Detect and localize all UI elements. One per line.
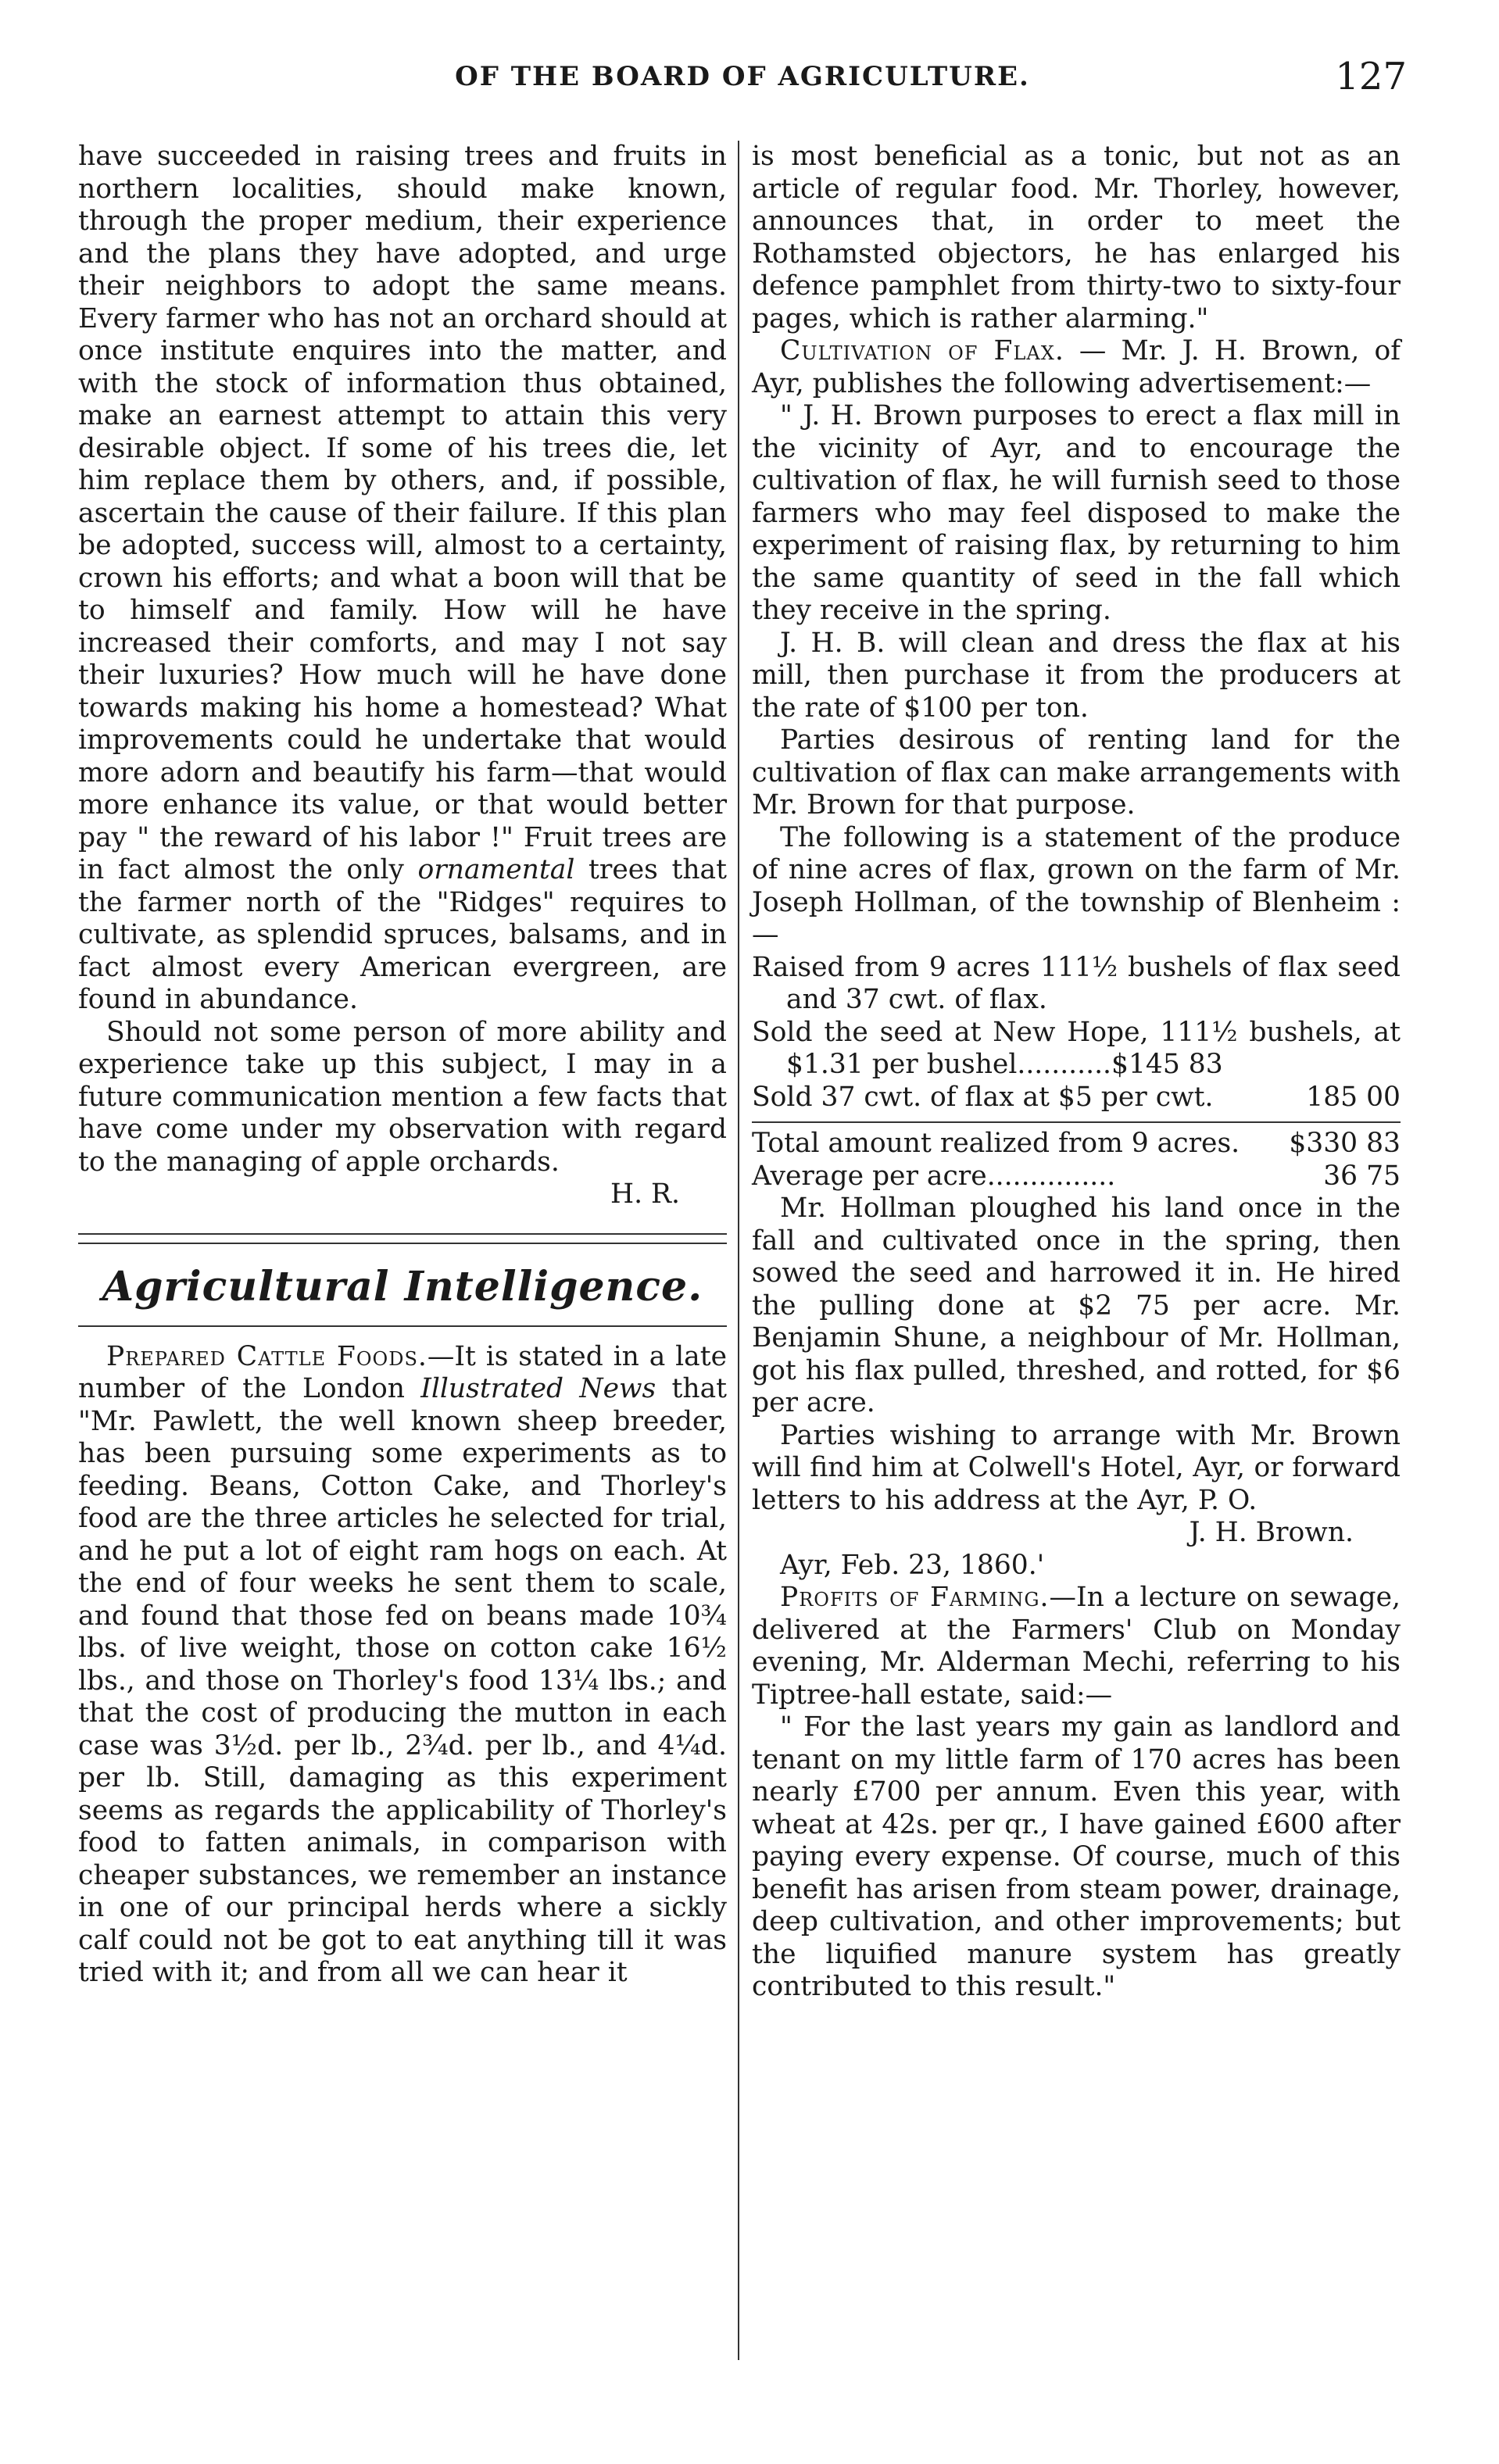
paragraph: Should not some person of more ability and experience take up this subject, I may in a future communication mention a few facts that have come under my observation with regard to the managing of apple orchards. bbox=[78, 1016, 727, 1178]
paragraph: Prepared Cattle Foods.—It is stated in a late number of the London Illustrated News that "Mr. Pawlett, the well known sheep breeder, has been pursuing some experiments as to feeding. Beans, Cotton Cake, and Thorley's food are the three articles he selected for trial, and he put a lot of eight ram hogs on each. At the end of four weeks he sent them to scale, and found that those fed on beans made 10¾ lbs. of live weight, those on cotton cake 16½ lbs., and those on Thorley's food 13¼ lbs.; and that the cost of producing the mutton in each case was 3½d. per lb., 2¾d. per lb., and 4¼d. per lb. Still, damaging as this experiment seems as regards the applicability of Thorley's food to fatten animals, in comparison with cheaper substances, we remember an instance in one of our principal herds where a sickly calf could not be got to eat anything till it was tried with it; and from all we can hear it bbox=[78, 1340, 728, 1988]
paragraph: The following is a statement of the produce of nine acres of flax, grown on the farm of Mr. Joseph Hollman, of the township of Blenheim :— bbox=[752, 821, 1401, 950]
average-line: Average per acre............... 36 75 bbox=[752, 1160, 1401, 1192]
column-rule bbox=[738, 141, 739, 2360]
run-in-heading: Prepared Cattle Foods. bbox=[106, 1340, 428, 1372]
paragraph: is most beneficial as a tonic, but not as an article of regular food. Mr. Thorley, however, announces that, in order to meet the Rothamsted objectors, he has enlarged his defence pamphlet from thirty-two to sixty-four pages, which is rather alarming." bbox=[752, 141, 1401, 334]
paragraph: J. H. B. will clean and dress the flax at his mill, then purchase it from the producers at the rate of $100 per ton. bbox=[752, 627, 1401, 724]
dateline: Ayr, Feb. 23, 1860.' bbox=[780, 1549, 1045, 1581]
produce-line: Sold the seed at New Hope, 111½ bushels, at $1.31 per bushel...........$145 83 bbox=[752, 1016, 1401, 1080]
right-column bbox=[752, 141, 1401, 2004]
paragraph: Cultivation of Flax. — Mr. J. H. Brown, of Ayr, publishes the following advertisement:— bbox=[752, 335, 1401, 399]
page-number: 127 bbox=[1335, 55, 1407, 98]
run-in-heading: Cultivation of Flax. bbox=[780, 335, 1064, 367]
paragraph: have succeeded in raising trees and fruits in northern localities, should make known, through the proper medium, their experience and the plans they have adopted, and urge their neighbors to adopt the same means. Every farmer who has not an orchard should at once institute enquires into the matter, and with the stock of information thus obtained, make an earnest attempt to attain this very desirable object. If some of his trees die, let him replace them by others, and, if possible, ascertain the cause of their failure. If this plan be adopted, success will, almost to a certainty, crown his efforts; and what a boon will that be to himself and family. How will he have increased their comforts, and may I not say their luxuries? How much will he have done towards making his home a homestead? What improvements could he undertake that would more adorn and beautify his farm—that would more enhance its value, or that would better pay " the reward of his labor !" Fruit trees are in fact almost the only ornamental trees that the farmer north of the "Ridges" requires to cultivate, as splendid spruces, balsams, and in fact almost every American evergreen, are found in abundance. bbox=[78, 141, 727, 1015]
signature: J. H. Brown. bbox=[1189, 1517, 1354, 1548]
run-in-heading: Profits of Farming. bbox=[780, 1582, 1050, 1613]
section-divider bbox=[78, 1233, 727, 1244]
section-heading: Agricultural Intelligence. bbox=[78, 1260, 727, 1327]
paragraph: Parties desirous of renting land for the cultivation of flax can make arrangements with Mr. Brown for that purpose. bbox=[752, 724, 1401, 821]
produce-line: Raised from 9 acres 111½ bushels of flax seed and 37 cwt. of flax. bbox=[752, 951, 1401, 1015]
paragraph: Mr. Hollman ploughed his land once in the fall and cultivated once in the spring, then sowed the seed and harrowed it in. He hired the pulling done at $2 75 per acre. Mr. Benjamin Shune, a neighbour of Mr. Hollman, got his flax pulled, threshed, and rotted, for $6 per acre. bbox=[752, 1193, 1401, 1418]
produce-line: Sold 37 cwt. of flax at $5 per cwt. 185 00 bbox=[752, 1081, 1401, 1113]
signature: H. R. bbox=[610, 1178, 680, 1210]
total-line: Total amount realized from 9 acres. $330 83 bbox=[752, 1121, 1401, 1160]
paragraph: " J. H. Brown purposes to erect a flax mill in the vicinity of Ayr, and to encourage the cultivation of flax, he will furnish seed to those farmers who may feel disposed to make the experiment of raising flax, by returning to him the same quantity of seed in the fall which they receive in the spring. bbox=[752, 400, 1401, 626]
paragraph: Parties wishing to arrange with Mr. Brown will find him at Colwell's Hotel, Ayr, or forward letters to his address at the Ayr, P. O. bbox=[752, 1419, 1401, 1516]
left-column bbox=[78, 141, 727, 1990]
paragraph: Profits of Farming.—In a lecture on sewage, delivered at the Farmers' Club on Monday evening, Mr. Alderman Mechi, referring to his Tiptree-hall estate, said:— bbox=[752, 1582, 1401, 1711]
running-title: OF THE BOARD OF AGRICULTURE. bbox=[455, 61, 1030, 92]
page-header bbox=[78, 55, 1407, 109]
paragraph: " For the last years my gain as landlord and tenant on my little farm of 170 acres has been nearly £700 per annum. Even this year, with wheat at 42s. per qr., I have gained £600 after paying every expense. Of course, much of this benefit has arisen from steam power, drainage, deep cultivation, and other improvements; but the liquified manure system has greatly contributed to this result." bbox=[752, 1711, 1401, 2002]
